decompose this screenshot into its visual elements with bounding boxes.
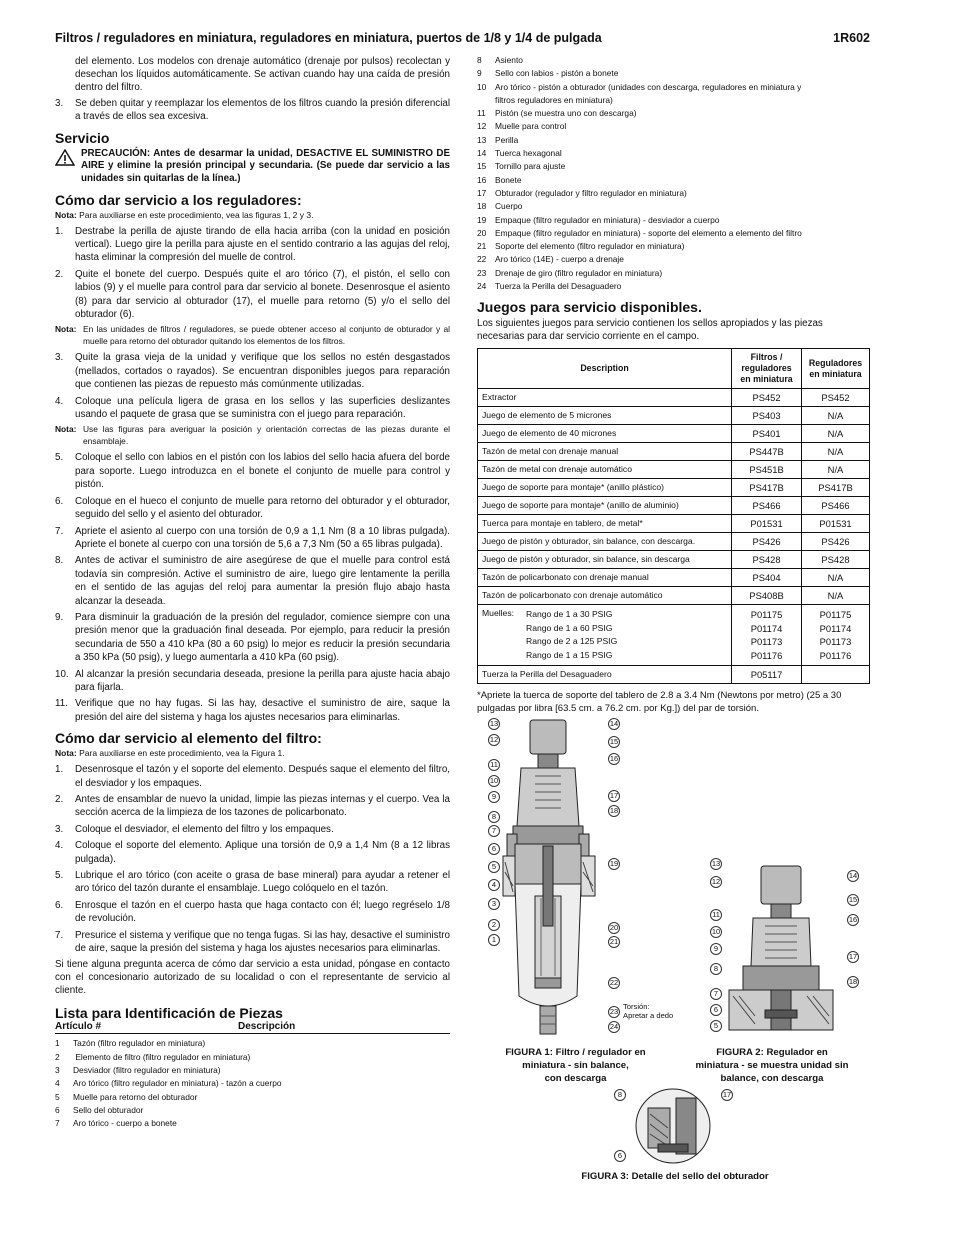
kit-regulator-part: N/A (802, 461, 870, 479)
part-description: Aro tórico (14E) - cuerpo a drenaje (495, 254, 624, 265)
step-text: Verifique que no hay fugas. Si las hay, desactive el suministro de aire, saque la presión del aire del sistema y haga los ajustes necesarios para eliminarlas. (75, 698, 450, 723)
callout-number: 11 (488, 759, 500, 771)
step-number: 6. (55, 495, 64, 507)
part-number: 5 (55, 1091, 60, 1102)
parts-list-item (477, 214, 872, 227)
step-number: 7. (55, 525, 64, 537)
callout-number: 16 (609, 754, 619, 763)
kit-regulator-part: N/A (802, 425, 870, 443)
kit-description: Juego de soporte para montaje* (anillo de aluminio) (478, 497, 732, 515)
kit-filter-regulator-part: PS408B (732, 587, 802, 605)
step-number: 1. (55, 225, 64, 237)
parts-list-item (477, 94, 872, 107)
step-number: 4. (55, 395, 64, 407)
part-number: 13 (477, 134, 487, 145)
part-number: 22 (477, 254, 487, 265)
left-column (55, 55, 450, 1131)
table-row-springs (478, 605, 870, 666)
part-description: Desviador (filtro regulador en miniatura) (73, 1065, 221, 1076)
step-number: 11. (55, 698, 68, 710)
kit-filter-regulator-part: PS426 (732, 533, 802, 551)
callout-number: 6 (614, 1150, 626, 1162)
spring-part: P01176 (750, 649, 783, 661)
step-number: 2. (55, 268, 64, 280)
step-number: 10. (55, 668, 69, 680)
part-number: 23 (477, 267, 487, 278)
callout-number: 17 (722, 1090, 732, 1099)
part-description: Sello con labios - pistón a bonete (495, 68, 619, 79)
figure-3-drawing (628, 1088, 718, 1168)
step-item (55, 668, 450, 695)
part-number: 11 (477, 108, 486, 119)
document-code: 1R602 (833, 31, 870, 45)
kit-filter-regulator-part: PS417B (732, 479, 802, 497)
step-item (55, 395, 450, 422)
kit-regulator-part: PS466 (802, 497, 870, 515)
table-row (478, 443, 870, 461)
callout-number: 13 (489, 719, 499, 728)
callout-number: 15 (609, 737, 619, 746)
kit-filter-regulator-part: PS466 (732, 497, 802, 515)
parts-list-item (477, 227, 872, 240)
step-number: 7. (55, 929, 64, 941)
callout-number: 8 (710, 963, 722, 975)
warning-triangle-icon (55, 148, 81, 186)
callout-number: 18 (848, 977, 858, 986)
springs-description (478, 605, 732, 666)
part-description: Sello del obturador (73, 1104, 144, 1115)
parts-list-item (477, 187, 872, 200)
figure-2-caption: FIGURA 2: Regulador en miniatura - se muestra unidad sin balance, con descarga (695, 1047, 849, 1084)
kit-filter-regulator-part: P05117 (732, 666, 802, 684)
table-row (478, 407, 870, 425)
kit-filter-regulator-part: PS428 (732, 551, 802, 569)
torsion-label: Torsión: Apretar a dedo (623, 1002, 674, 1020)
callout-number: 14 (609, 719, 619, 728)
step-number: 8. (55, 555, 64, 567)
part-description: Aro tórico (filtro regulador en miniatura) - tazón a cuerpo (73, 1078, 282, 1089)
kit-regulator-part: N/A (802, 407, 870, 425)
kit-description: Extractor (478, 389, 732, 407)
part-description: Pistón (se muestra uno con descarga) (495, 108, 637, 119)
torque-footnote: *Apriete la tuerca de soporte del tablero de 2.8 a 3.4 Nm (Newtons por metro) (25 a 30 pulgadas por libra [63.5 cm. a 76.2 cm. por Kg.]) del par de torsión. (477, 690, 842, 715)
regulator-note-2: Nota: En las unidades de filtros / reguladores, se puede obtener acceso al conjunto de obturador y al muelle para retorno del obturador quitando los elementos de los filtros. (55, 324, 450, 346)
step-number: 4. (55, 840, 64, 852)
parts-list-item (477, 107, 872, 120)
filter-service-heading: Cómo dar servicio al elemento del filtro: (55, 730, 322, 747)
step-text: Apriete el asiento al cuerpo con una torsión de 0,9 a 1,1 Nm (8 a 10 libras pulgada). Apriete el bonete al cuerpo con una torsión de 5,6 a 7,3 Nm (50 a 65 libras pulgada). (75, 525, 450, 550)
kit-regulator-part: PS428 (802, 551, 870, 569)
caution-text: PRECAUCIÓN: Antes de desarmar la unidad, DESACTIVE EL SUMINISTRO DE AIRE y elimine la presión principal y secundaria. (Se puede dar servicio a las unidades sin quitarlas de la línea.) (81, 147, 450, 184)
table-header-regulators: Reguladores en miniatura (802, 349, 870, 389)
callout-number: 7 (710, 988, 722, 1000)
part-description: Elemento de filtro (filtro regulador en miniatura) (73, 1051, 251, 1062)
step-item (55, 823, 450, 836)
callout-number: 17 (609, 791, 619, 800)
part-description: Tornillo para ajuste (495, 161, 566, 172)
regulator-note: Nota: Para auxiliarse en este procedimiento, vea las figuras 1, 2 y 3. (55, 209, 314, 220)
callout-number: 10 (711, 927, 721, 936)
springs-ranges (524, 608, 617, 662)
spring-range: Rango de 1 a 15 PSIG (526, 649, 613, 660)
regulator-steps-b (55, 351, 450, 421)
step-number: 5. (55, 452, 64, 464)
part-description: Muelle para control (495, 121, 567, 132)
springs-label: Muelles: (482, 608, 514, 619)
callout-number: 18 (609, 806, 619, 815)
step-item (55, 793, 450, 820)
kits-table (477, 348, 870, 684)
part-description: Bonete (495, 174, 522, 185)
step-text: Coloque en el hueco el conjunto de muelle para retorno del obturador y el obturador, seguido del sello y el asiento del obturador. (75, 495, 450, 521)
table-row (478, 479, 870, 497)
table-header-description: Description (478, 349, 732, 389)
callout-number: 9 (710, 943, 722, 955)
kit-description: Tazón de metal con drenaje manual (478, 443, 732, 461)
callout-number: 17 (848, 952, 858, 961)
part-number: 12 (477, 121, 487, 132)
step-text: Quite la grasa vieja de la unidad y verifique que los sellos no estén desgastados (mellados, cortados o rayados). Se encuentran disponibles juegos para reparación que contienen las piezas de repuesto más comúnmente utilizadas. (75, 352, 450, 391)
callout-number: 19 (609, 859, 619, 868)
kit-description: Juego de elemento de 5 micrones (478, 407, 732, 425)
part-number: 1 (55, 1038, 60, 1049)
callout-number: 13 (711, 859, 721, 868)
kit-filter-regulator-part: PS452 (732, 389, 802, 407)
part-description: Perilla (495, 134, 519, 145)
part-number: 4 (55, 1078, 60, 1089)
part-description: Muelle para retorno del obturador (73, 1091, 198, 1102)
parts-list-left (55, 1037, 450, 1130)
part-description: Soporte del elemento (filtro regulador en miniatura) (495, 241, 685, 252)
kit-description: Tazón de policarbonato con drenaje automático (478, 587, 732, 605)
parts-list-item (477, 134, 872, 147)
step-text: Para disminuir la graduación de la presión del regulador, comience siempre con una presión menor que la graduación final deseada. Por ejemplo, para reducir la presión secundaria de 550 a 410 kPa (80 a 60 psig) lo mejor es reducir la presión secundaria a 350 kPa (50 psig), y luego aumentarla a 410 kPa (60 psig). (75, 611, 450, 664)
parts-list-item (477, 120, 872, 133)
step-text: Lubrique el aro tórico (con aceite o grasa de base mineral) para ayudar a retener el aro tórico del tazón durante el ensamblaje. Luego colóquelo en el tazón. (75, 870, 450, 895)
callout-number: 14 (848, 871, 858, 880)
part-number: 21 (477, 241, 487, 252)
step-text: Enrosque el tazón en el cuerpo hasta que haga contacto con él; luego regréselo 1/8 de revolución. (75, 899, 450, 925)
callout-number: 9 (488, 791, 500, 803)
table-row (478, 533, 870, 551)
kit-filter-regulator-part: PS403 (732, 407, 802, 425)
parts-list-item (477, 160, 872, 173)
spring-range: Rango de 1 a 30 PSIG (526, 609, 613, 620)
parts-list-item (477, 67, 872, 80)
parts-list-right (477, 54, 872, 293)
kit-description: Tuerza la Perilla del Desaguadero (478, 666, 732, 684)
regulator-steps-a (55, 225, 450, 322)
part-description: Tazón (filtro regulador en miniatura) (73, 1038, 206, 1049)
step-item (55, 929, 450, 956)
part-description: Obturador (regulador y filtro regulador en miniatura) (495, 187, 687, 198)
regulator-note-3: Nota: Use las figuras para averiguar la posición y orientación correctas de las piezas durante el ensamblaje. (55, 424, 450, 446)
callout-number: 8 (488, 811, 500, 823)
kit-regulator-part: PS452 (802, 389, 870, 407)
step-number: 3. (55, 823, 64, 835)
part-number: 14 (477, 148, 487, 159)
spring-range: Rango de 1 a 60 PSIG (526, 622, 613, 633)
part-number: 19 (477, 214, 487, 225)
parts-list-heading: Lista para Identificación de Piezas (55, 1005, 283, 1022)
kits-intro: Los siguientes juegos para servicio contienen los sellos apropiados y las piezas necesarias para dar servicio corriente en el campo. (477, 318, 823, 343)
kit-description: Juego de pistón y obturador, sin balance, sin descarga (478, 551, 732, 569)
table-row (478, 515, 870, 533)
step-text: Coloque el desviador, el elemento del filtro y los empaques. (75, 823, 334, 835)
part-description: Aro tórico - cuerpo a bonete (73, 1118, 177, 1129)
step-item (55, 611, 450, 665)
kit-filter-regulator-part: PS401 (732, 425, 802, 443)
part-number: 6 (55, 1104, 60, 1115)
step-item (55, 525, 450, 552)
part-description: Empaque (filtro regulador en miniatura) - soporte del elemento a elemento del filtro (495, 227, 802, 238)
step-text: Destrabe la perilla de ajuste tirando de ella hacia arriba (con la unidad en posición vertical). Luego gire la perilla para ajuste en el sentido contrario a las agujas del reloj, hasta eliminar la compresión del muelle de control. (75, 225, 450, 264)
callout-number: 5 (488, 861, 500, 873)
caution-block (55, 148, 450, 186)
part-description: Cuerpo (495, 201, 523, 212)
callout-number: 22 (609, 978, 619, 987)
spring-part: P01174 (819, 622, 852, 634)
step-item (55, 495, 450, 522)
kit-regulator-part (802, 666, 870, 684)
table-row (478, 587, 870, 605)
part-description: Asiento (495, 55, 523, 65)
kit-filter-regulator-part: PS451B (732, 461, 802, 479)
parts-list-item (477, 267, 872, 280)
servicio-heading: Servicio (55, 129, 110, 146)
kit-description: Tuerca para montaje en tablero, de metal* (478, 515, 732, 533)
kit-regulator-part: N/A (802, 569, 870, 587)
table-row (478, 569, 870, 587)
table-row (478, 551, 870, 569)
part-number: 17 (477, 187, 487, 198)
spring-part: P01173 (750, 636, 783, 648)
part-number: 9 (477, 68, 482, 79)
callout-number: 24 (609, 1022, 619, 1031)
step-text: Coloque el sello con labios en el pistón con los labios del sello hacia afuera del borde para soporte. Luego introduzca en el bonete el conjunto de muelle para control y pistón. (75, 452, 450, 491)
part-number: 16 (477, 174, 487, 185)
figure-2-drawing (725, 862, 845, 1042)
step-number: 2. (55, 794, 64, 805)
step-item (55, 554, 450, 608)
parts-list-item (55, 1037, 450, 1050)
callout-number: 5 (710, 1020, 722, 1032)
step-item (55, 268, 450, 322)
page-title: Filtros / reguladores en miniatura, reguladores en miniatura, puertos de 1/8 y 1/4 de pulgada (55, 31, 602, 45)
part-number: 24 (477, 281, 487, 292)
parts-list-item (477, 54, 872, 67)
step-item (55, 451, 450, 491)
table-row (478, 425, 870, 443)
parts-list-item (477, 200, 872, 213)
figure-3-caption: FIGURA 3: Detalle del sello del obturador (581, 1171, 769, 1182)
parts-list-item (477, 81, 872, 94)
table-header-filter-regulators: Filtros / reguladores en miniatura (732, 349, 802, 389)
kits-heading: Juegos para servicio disponibles. (477, 299, 702, 316)
parts-list-item (55, 1077, 450, 1090)
spring-part: P01173 (819, 636, 852, 648)
spring-range: Rango de 2 a 125 PSIG (526, 636, 618, 647)
callout-number: 10 (489, 776, 499, 785)
step-text: Quite el bonete del cuerpo. Después quite el aro tórico (7), el pistón, el sello con labios (9) y el muelle para control para dar servicio al bonete. Desenrosque el asiento (8) para dar servicio al obturador (17), el muelle para retorno (5) y/o el sello del obturador (6). (75, 268, 450, 321)
springs-regulator-parts (802, 605, 870, 666)
parts-list-item (477, 174, 872, 187)
kit-description: Juego de soporte para montaje* (anillo plástico) (478, 479, 732, 497)
callout-number: 15 (848, 895, 858, 904)
step-number: 6. (55, 899, 64, 911)
kit-filter-regulator-part: P01531 (732, 515, 802, 533)
step-item (55, 839, 450, 866)
step-text: Presurice el sistema y verifique que no tenga fugas. Si las hay, desactive el suministro de aire, saque la presión del sistema y haga los ajustes necesarios para eliminarlas. (75, 929, 450, 955)
callout-number: 3 (488, 898, 500, 910)
part-number: 2 (55, 1051, 60, 1062)
callout-number: 11 (710, 909, 722, 921)
callout-number: 8 (614, 1089, 626, 1101)
step-item (55, 763, 450, 790)
right-column (477, 54, 872, 715)
part-description: Tuerca hexagonal (495, 148, 562, 159)
kit-description: Juego de elemento de 40 micrones (478, 425, 732, 443)
callout-number: 12 (489, 735, 499, 744)
table-row (478, 497, 870, 515)
part-number: 18 (477, 201, 487, 212)
kit-regulator-part: P01531 (802, 515, 870, 533)
callout-number: 6 (488, 843, 500, 855)
kit-description: Tazón de policarbonato con drenaje manual (478, 569, 732, 587)
callout-number: 23 (609, 1007, 619, 1016)
step-item (55, 869, 450, 896)
step-text: Desenrosque el tazón y el soporte del elemento. Después saque el elemento del filtro, el desviador y los empaques. (75, 764, 450, 789)
step-item (55, 899, 450, 926)
step-text: Antes de activar el suministro de aire asegúrese de que el muelle para control está todavía sin compresión. Active el suministro de aire, luego gire lentamente la perilla en el sentido de las agujas del reloj para aumentar la presión flujo abajo hasta alcanzar la deseada. (75, 555, 450, 607)
callout-number: 2 (488, 919, 500, 931)
spring-part: P01175 (819, 609, 852, 621)
parts-list-item (55, 1117, 450, 1130)
parts-list-item (477, 280, 872, 293)
parts-list-item (55, 1091, 450, 1104)
parts-list-item (55, 1064, 450, 1077)
kit-regulator-part: PS426 (802, 533, 870, 551)
parts-list-item (477, 253, 872, 266)
kits-table-body (478, 389, 870, 684)
table-row (478, 666, 870, 684)
spring-part: P01176 (819, 649, 852, 661)
regulator-service-heading: Cómo dar servicio a los reguladores: (55, 191, 302, 208)
step-item (55, 697, 450, 724)
part-description: Drenaje de giro (filtro regulador en miniatura) (495, 267, 663, 278)
parts-list-header: Artículo # Descripción (55, 1021, 450, 1034)
springs-filter-regulator-parts (732, 605, 802, 666)
table-row (478, 389, 870, 407)
kit-filter-regulator-part: PS447B (732, 443, 802, 461)
spring-part: P01174 (750, 622, 783, 634)
part-description: Aro tórico - pistón a obturador (unidades con descarga, reguladores en miniatura y (495, 81, 802, 92)
part-description: Empaque (filtro regulador en miniatura) - desviador a cuerpo (495, 214, 720, 225)
step-number: 3. (55, 352, 64, 364)
kit-filter-regulator-part: PS404 (732, 569, 802, 587)
kit-regulator-part: N/A (802, 443, 870, 461)
step-number: 9. (55, 611, 64, 623)
figure-1-caption: FIGURA 1: Filtro / regulador en miniatura - sin balance, con descarga (505, 1047, 646, 1084)
step-text: Antes de ensamblar de nuevo la unidad, limpie las piezas internas y el cuerpo. Vea la sección acerca de la limpieza de los tazones de policarbonato. (75, 794, 450, 819)
spring-part: P01175 (750, 609, 783, 621)
intro-item-3: 3. Se deben quitar y reemplazar los elementos de los filtros cuando la presión diferencial a través de ellos sea excesiva. (55, 98, 450, 123)
kit-regulator-part: N/A (802, 587, 870, 605)
intro-continuation: del elemento. Los modelos con drenaje automático (drenaje por pulsos) recolectan y desechan los líquidos automáticamente. Se activan cuando hay una caída de presión dentro del filtro. (75, 56, 450, 93)
page-header (55, 31, 870, 45)
step-number: 5. (55, 870, 64, 882)
filter-steps (55, 763, 450, 955)
part-number: 3 (55, 1065, 60, 1076)
part-number: 20 (477, 227, 487, 238)
step-item (55, 351, 450, 391)
part-number: 10 (477, 81, 487, 92)
table-row (478, 461, 870, 479)
step-text: Coloque el soporte del elemento. Aplique una torsión de 0,9 a 1,4 Nm (8 a 12 libras pulgada). (75, 840, 450, 865)
kit-regulator-part: PS417B (802, 479, 870, 497)
callout-number: 12 (711, 877, 721, 886)
regulator-steps-c (55, 451, 450, 724)
step-item (55, 225, 450, 265)
callout-number: 21 (609, 937, 619, 946)
contact-paragraph: Si tiene alguna pregunta acerca de cómo dar servicio a esta unidad, póngase en contacto con el concesionario autorizado de su localidad o con el representante de servicio al cliente. (55, 959, 450, 997)
filter-note: Nota: Para auxiliarse en este procedimiento, vea la Figura 1. (55, 748, 285, 759)
callout-number: 7 (488, 825, 500, 837)
step-text: Al alcanzar la presión secundaria deseada, presione la perilla para ajuste hacia abajo para fijarla. (75, 668, 450, 693)
kit-description: Tazón de metal con drenaje automático (478, 461, 732, 479)
parts-list-item (477, 240, 872, 253)
step-number: 1. (55, 764, 64, 776)
step-text: Coloque una película ligera de grasa en los sellos y las superficies deslizantes usando el paquete de grasa que se suministra con el juego para reparación. (75, 395, 450, 421)
part-description: filtros reguladores en miniatura) (495, 94, 613, 105)
callout-number: 20 (609, 923, 619, 932)
kit-description: Juego de pistón y obturador, sin balance, con descarga. (478, 533, 732, 551)
part-number: 7 (55, 1118, 60, 1129)
callout-number: 6 (710, 1004, 722, 1016)
parts-list-item (477, 147, 872, 160)
part-number: 8 (477, 55, 482, 65)
part-description: Tuerza la Perilla del Desaguadero (495, 281, 622, 292)
part-number: 15 (477, 161, 487, 172)
callout-number: 4 (488, 879, 500, 891)
parts-list-item (55, 1104, 450, 1117)
parts-list-item (55, 1051, 450, 1064)
callout-number: 16 (848, 915, 858, 924)
callout-number: 1 (488, 934, 500, 946)
